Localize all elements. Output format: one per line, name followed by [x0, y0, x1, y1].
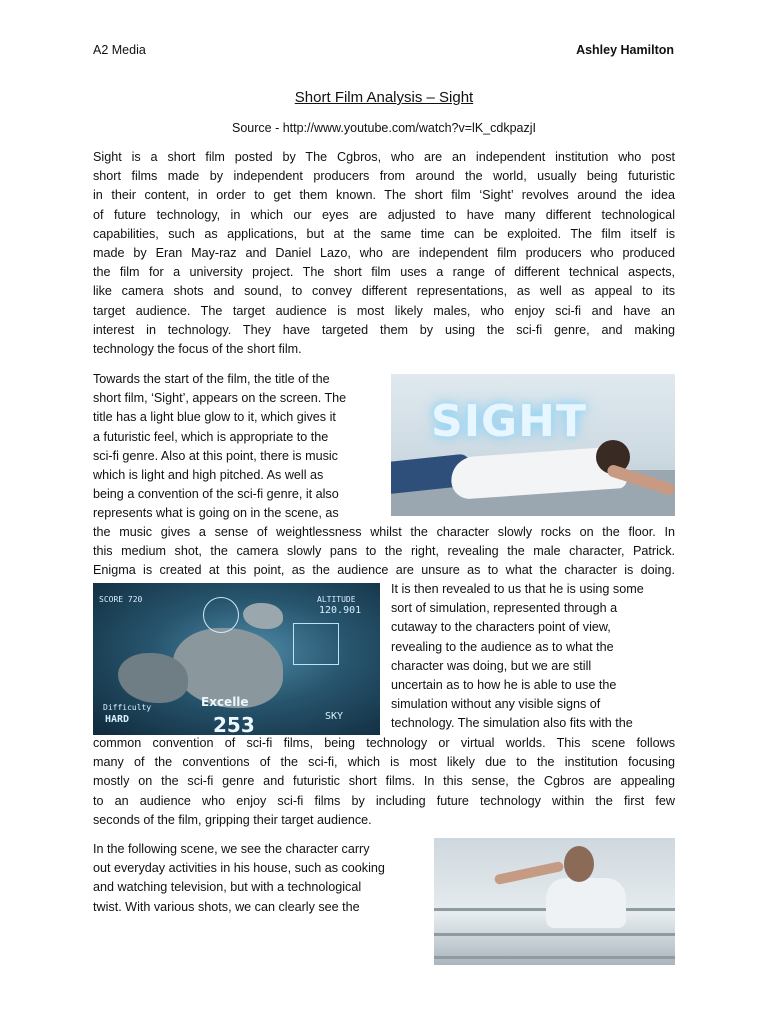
text-line: interest in technology. They have targeted them by using the sci-fi genre, and making: [93, 322, 675, 337]
text-line: Towards the start of the film, the title of the: [93, 372, 330, 386]
body-shape: [546, 878, 626, 928]
source-line: Source - http://www.youtube.com/watch?v=lK_cdkpazjI: [232, 121, 536, 135]
hud-altitude-label: ALTITUDE: [317, 595, 356, 604]
text-line: In the following scene, we see the character carry: [93, 842, 370, 856]
text-line: the film for a university project. The short film uses a range of different technical aspects,: [93, 265, 675, 280]
shelf-line: [434, 933, 675, 936]
hud-score: SCORE 720: [99, 595, 143, 604]
paragraph-everyday: [93, 840, 423, 917]
text-line: short films made by independent producers from around the world, usually being futuristic: [93, 169, 675, 184]
text-line: capabilities, such as applications, but at the same time can be exploited. The film itself is: [93, 226, 675, 241]
rock-shape: [118, 653, 188, 703]
rock-shape: [243, 603, 283, 629]
text-line: which is light and high pitched. As well as: [93, 468, 324, 483]
text-line: this medium shot, the camera slowly pans to the right, revealing the male character, Patrick.: [93, 544, 675, 559]
text-line: out everyday activities in his house, such as cooking: [93, 861, 385, 876]
head-shape: [564, 846, 594, 882]
film-still-sight-title: [391, 374, 675, 516]
paragraph-title-scene: [93, 370, 378, 524]
text-line: common convention of sci-fi films, being technology or virtual worlds. This scene follows: [93, 736, 675, 750]
text-line: the music gives a sense of weightlessness whilst the character slowly rocks on the floor. In: [93, 525, 675, 539]
text-line: and watching television, but with a technological: [93, 880, 362, 895]
text-line: target audience. The target audience is most likely males, who enjoy sci-fi and have an: [93, 303, 675, 318]
paragraph-simulation: [391, 580, 675, 734]
text-line: character was doing, but we are still: [391, 658, 592, 673]
hud-difficulty-label: Difficulty: [103, 703, 152, 712]
text-line: Enigma is created at this point, as the audience are unsure as to what the character is doing.: [93, 563, 675, 578]
text-line: title has a light blue glow to it, which gives it: [93, 410, 336, 425]
text-line: made by Eran May-raz and Daniel Lazo, who are independent film producers who produced: [93, 246, 675, 261]
text-line: twist. With various shots, we can clearly see the: [93, 899, 360, 914]
hud-speed: 253: [213, 713, 255, 735]
text-line: uncertain as to how he is able to use the: [391, 678, 617, 693]
text-line: technology the focus of the short film.: [93, 342, 302, 357]
target-ring: [203, 597, 239, 633]
text-line: Sight is a short film posted by The Cgbros, who are an independent institution who post: [93, 150, 675, 164]
hud-difficulty-value: HARD: [105, 714, 130, 725]
text-line: to an audience who enjoy sci-fi films by including future technology within the first few: [93, 793, 675, 808]
hud-rating: Excelle: [201, 695, 249, 709]
text-line: cutaway to the characters point of view,: [391, 620, 611, 635]
text-line: many of the conventions of the sci-fi, which is most likely due to the institution focusing: [93, 755, 675, 770]
hud-sky: SKY: [325, 711, 344, 722]
sight-title-text: SIGHT: [431, 396, 588, 447]
text-line: revealing to the audience as to what the: [391, 639, 614, 654]
paragraph-intro: [93, 148, 675, 359]
text-line: being a convention of the sci-fi genre, it also: [93, 487, 339, 502]
text-line: mostly on the sci-fi genre and futuristic short films. In this sense, the Cgbros are appealing: [93, 774, 675, 789]
text-line: short film, ‘Sight’, appears on the screen. The: [93, 391, 347, 406]
text-line: sort of simulation, represented through a: [391, 601, 618, 616]
header-course: A2 Media: [93, 43, 146, 57]
shelf-line: [434, 956, 675, 959]
text-line: represents what is going on in the scene, as: [93, 506, 339, 521]
text-line: a futuristic feel, which is appropriate to the: [93, 429, 329, 444]
hud-altitude-value: 120.901: [319, 605, 362, 616]
paragraph-simulation-continued: [93, 734, 675, 830]
text-line: It is then revealed to us that he is using some: [391, 582, 644, 596]
document-title: Short Film Analysis – Sight: [294, 89, 474, 106]
text-line: like camera shots and sound, to convey different representations, as well as appeal to its: [93, 284, 675, 299]
film-still-simulation: [93, 583, 380, 735]
film-still-fridge: [434, 838, 675, 965]
text-line: in their content, in order to get them known. The short film ‘Sight’ revolves around the idea: [93, 188, 675, 203]
paragraph-title-scene-continued: [93, 523, 675, 581]
text-line: technology. The simulation also fits with the: [391, 716, 633, 731]
text-line: simulation without any visible signs of: [391, 697, 601, 712]
text-line: seconds of the film, gripping their target audience.: [93, 812, 372, 827]
text-line: sci-fi genre. Also at this point, there is music: [93, 448, 338, 463]
text-line: of future technology, in which our eyes are adjusted to have many different technological: [93, 207, 675, 222]
header-author: Ashley Hamilton: [576, 43, 674, 57]
hud-box: [293, 623, 339, 665]
